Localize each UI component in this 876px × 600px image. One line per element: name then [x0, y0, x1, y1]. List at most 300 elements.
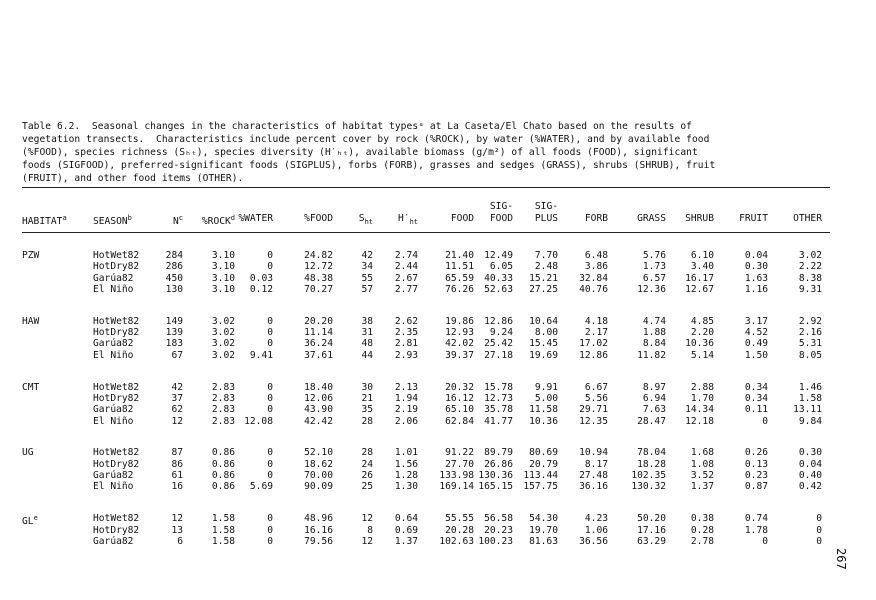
cell-other: 0	[816, 524, 822, 536]
cell-food: 76.26	[445, 283, 474, 295]
cell-sigplus: 8.00	[534, 327, 558, 339]
cell-shrub: 1.68	[690, 447, 714, 459]
cell-sigplus: 15.21	[529, 272, 558, 284]
cell-water: 0.03	[249, 272, 273, 284]
habitat-label: $GL^e$	[22, 514, 38, 528]
cell-season: HotDry82	[93, 524, 140, 536]
cell-sht: 28	[361, 447, 373, 459]
cell-shrub: 1.08	[690, 458, 714, 470]
cell-hht: 2.44	[394, 261, 418, 273]
cell-sigplus: 80.69	[529, 447, 558, 459]
cell-season: HotWet82	[93, 315, 140, 327]
cell-grass: 8.97	[642, 381, 666, 393]
cell-food_pct: 48.38	[304, 272, 333, 284]
cell-food_pct: 20.20	[304, 315, 333, 327]
cell-season: HotDry82	[93, 392, 140, 404]
cell-forb: 3.86	[584, 261, 608, 273]
cell-shrub: 2.78	[690, 535, 714, 547]
cell-n: 130	[165, 283, 183, 295]
cell-season: Garúa82	[93, 404, 134, 416]
cell-sigfood: 27.18	[484, 349, 513, 361]
cell-shrub: 5.14	[690, 349, 714, 361]
cell-hht: 1.01	[394, 447, 418, 459]
cell-shrub: 12.18	[685, 415, 714, 427]
cell-sht: 28	[361, 415, 373, 427]
cell-food: 27.70	[445, 458, 474, 470]
cell-fruit: 0.34	[744, 392, 768, 404]
cell-sht: 12	[361, 535, 373, 547]
cell-food: 12.93	[445, 327, 474, 339]
cell-grass: 17.16	[637, 524, 666, 536]
cell-shrub: 10.36	[685, 338, 714, 350]
cell-fruit: 3.17	[744, 315, 768, 327]
cell-n: 62	[171, 404, 183, 416]
cell-forb: 12.86	[579, 349, 608, 361]
cell-food: 91.22	[445, 447, 474, 459]
cell-food: 16.12	[445, 392, 474, 404]
cell-sht: 34	[361, 261, 373, 273]
cell-other: 2.92	[798, 315, 822, 327]
header-rock: %ROCK$^d$	[201, 214, 235, 228]
cell-shrub: 3.40	[690, 261, 714, 273]
cell-food_pct: 90.09	[304, 481, 333, 493]
cell-sht: 48	[361, 338, 373, 350]
cell-food_pct: 79.56	[304, 535, 333, 547]
cell-sht: 57	[361, 283, 373, 295]
cell-other: 5.31	[798, 338, 822, 350]
cell-season: HotWet82	[93, 513, 140, 525]
cell-shrub: 0.28	[690, 524, 714, 536]
cell-sht: 42	[361, 250, 373, 261]
cell-sigfood: 41.77	[484, 415, 513, 427]
cell-forb: 2.17	[584, 327, 608, 339]
cell-sigplus: 19.70	[529, 524, 558, 536]
cell-n: 16	[171, 481, 183, 493]
cell-food_pct: 24.82	[304, 250, 333, 261]
cell-sigfood: 20.23	[484, 524, 513, 536]
header-hht: $H'_{ht}$	[398, 213, 418, 226]
cell-grass: 50.20	[637, 513, 666, 525]
cell-season: Garúa82	[93, 272, 134, 284]
cell-water: 0	[267, 315, 273, 327]
cell-grass: 78.04	[637, 447, 666, 459]
cell-food: 42.02	[445, 338, 474, 350]
cell-food: 19.86	[445, 315, 474, 327]
cell-season: El Niño	[93, 349, 134, 361]
cell-season: HotDry82	[93, 327, 140, 339]
header-other: OTHER	[793, 213, 822, 224]
cell-rock: 1.58	[211, 513, 235, 525]
header-grass: GRASS	[637, 213, 666, 224]
cell-rock: 1.58	[211, 524, 235, 536]
cell-forb: 5.56	[584, 392, 608, 404]
cell-fruit: 1.78	[744, 524, 768, 536]
cell-rock: 3.02	[211, 338, 235, 350]
header-sigfood-line2: FOOD	[489, 213, 513, 224]
header-sigplus-line1: SIG-	[534, 201, 558, 212]
cell-rock: 0.86	[211, 458, 235, 470]
cell-forb: 32.84	[579, 272, 608, 284]
cell-hht: 1.30	[394, 481, 418, 493]
cell-shrub: 16.17	[685, 272, 714, 284]
cell-fruit: 0.87	[744, 481, 768, 493]
cell-n: 37	[171, 392, 183, 404]
cell-sigfood: 6.05	[489, 261, 513, 273]
cell-n: 149	[165, 315, 183, 327]
cell-sigfood: 165.15	[478, 481, 513, 493]
cell-season: Garúa82	[93, 470, 134, 481]
cell-n: 87	[171, 447, 183, 459]
cell-food: 62.84	[445, 415, 474, 427]
cell-forb: 29.71	[579, 404, 608, 416]
cell-other: 9.31	[798, 283, 822, 295]
cell-sht: 12	[361, 513, 373, 525]
cell-sigfood: 12.86	[484, 315, 513, 327]
cell-season: Garúa82	[93, 338, 134, 350]
cell-sigfood: 130.36	[478, 470, 513, 481]
cell-water: 0	[267, 470, 273, 481]
cell-hht: 2.81	[394, 338, 418, 350]
cell-sht: 35	[361, 404, 373, 416]
header-water: %WATER	[238, 213, 273, 224]
cell-fruit: 0.49	[744, 338, 768, 350]
cell-sigfood: 12.73	[484, 392, 513, 404]
cell-n: 12	[171, 415, 183, 427]
cell-water: 12.08	[244, 415, 273, 427]
cell-hht: 1.94	[394, 392, 418, 404]
cell-hht: 2.35	[394, 327, 418, 339]
cell-hht: 2.62	[394, 315, 418, 327]
cell-season: HotDry82	[93, 458, 140, 470]
header-rule	[22, 232, 830, 233]
cell-shrub: 0.38	[690, 513, 714, 525]
cell-hht: 2.67	[394, 272, 418, 284]
cell-food_pct: 18.40	[304, 381, 333, 393]
cell-grass: 12.36	[637, 283, 666, 295]
cell-shrub: 1.37	[690, 481, 714, 493]
cell-rock: 3.10	[211, 272, 235, 284]
cell-sigfood: 25.42	[484, 338, 513, 350]
cell-water: 0	[267, 261, 273, 273]
cell-hht: 1.56	[394, 458, 418, 470]
cell-hht: 2.19	[394, 404, 418, 416]
cell-rock: 0.86	[211, 470, 235, 481]
header-forb: FORB	[584, 213, 608, 224]
cell-grass: 130.32	[631, 481, 666, 493]
cell-other: 0	[816, 513, 822, 525]
cell-water: 0	[267, 447, 273, 459]
cell-food: 39.37	[445, 349, 474, 361]
cell-rock: 1.58	[211, 535, 235, 547]
cell-water: 0	[267, 458, 273, 470]
cell-sigplus: 113.44	[523, 470, 558, 481]
cell-shrub: 3.52	[690, 470, 714, 481]
cell-forb: 10.94	[579, 447, 608, 459]
header-n: $N^c$	[173, 214, 183, 228]
cell-season: El Niño	[93, 415, 134, 427]
cell-season: Garúa82	[93, 535, 134, 547]
cell-season: El Niño	[93, 481, 134, 493]
cell-fruit: 1.16	[744, 283, 768, 295]
cell-n: 86	[171, 458, 183, 470]
cell-water: 0	[267, 392, 273, 404]
cell-water: 5.69	[249, 481, 273, 493]
cell-sigfood: 9.24	[489, 327, 513, 339]
cell-water: 0.12	[249, 283, 273, 295]
habitat-label: PZW	[22, 250, 40, 261]
cell-fruit: 1.50	[744, 349, 768, 361]
cell-hht: 0.64	[394, 513, 418, 525]
cell-food: 65.10	[445, 404, 474, 416]
cell-water: 0	[267, 404, 273, 416]
cell-sht: 30	[361, 381, 373, 393]
header-habitat: HABITAT$^a$	[22, 214, 67, 228]
cell-fruit: 0	[762, 535, 768, 547]
cell-hht: 0.69	[394, 524, 418, 536]
cell-season: HotWet82	[93, 250, 140, 261]
cell-n: 450	[165, 272, 183, 284]
cell-food_pct: 52.10	[304, 447, 333, 459]
cell-forb: 12.35	[579, 415, 608, 427]
cell-other: 9.84	[798, 415, 822, 427]
cell-food: 55.55	[445, 513, 474, 525]
cell-sigfood: 40.33	[484, 272, 513, 284]
cell-fruit: 0.34	[744, 381, 768, 393]
cell-grass: 102.35	[631, 470, 666, 481]
cell-rock: 3.02	[211, 315, 235, 327]
cell-grass: 7.63	[642, 404, 666, 416]
cell-other: 2.22	[798, 261, 822, 273]
cell-n: 286	[165, 261, 183, 273]
cell-other: 0.30	[798, 447, 822, 459]
cell-rock: 2.83	[211, 404, 235, 416]
cell-food: 20.32	[445, 381, 474, 393]
cell-hht: 2.13	[394, 381, 418, 393]
cell-forb: 36.56	[579, 535, 608, 547]
cell-forb: 17.02	[579, 338, 608, 350]
cell-water: 0	[267, 338, 273, 350]
cell-forb: 4.23	[584, 513, 608, 525]
cell-forb: 27.48	[579, 470, 608, 481]
cell-forb: 36.16	[579, 481, 608, 493]
cell-shrub: 4.85	[690, 315, 714, 327]
cell-sigfood: 26.86	[484, 458, 513, 470]
cell-sigplus: 20.79	[529, 458, 558, 470]
cell-sht: 55	[361, 272, 373, 284]
cell-grass: 63.29	[637, 535, 666, 547]
cell-sigplus: 5.00	[534, 392, 558, 404]
table-caption: Table 6.2. Seasonal changes in the characteristics of habitat typesᵃ at La Caseta/El Chato based on the results of vegetation transects. Characteristics include percent cover by rock (%ROCK), by water (%WATER), and by available food (%FOOD), species richness (Sₕₜ), species diversity (H′ₕₜ), available biomass (g/m²) of all foods (FOOD), significant foods (SIGFOOD), preferred-significant foods (SIGPLUS), forbs (FORB), grasses and sedges (GRASS), shrubs (SHRUB), fruit (FRUIT), and other food items (OTHER).	[22, 121, 716, 184]
cell-food_pct: 42.42	[304, 415, 333, 427]
cell-other: 0.04	[798, 458, 822, 470]
cell-grass: 11.82	[637, 349, 666, 361]
cell-sigplus: 15.45	[529, 338, 558, 350]
cell-sigplus: 54.30	[529, 513, 558, 525]
cell-other: 8.38	[798, 272, 822, 284]
cell-rock: 3.10	[211, 261, 235, 273]
cell-rock: 0.86	[211, 447, 235, 459]
cell-fruit: 1.63	[744, 272, 768, 284]
cell-grass: 1.88	[642, 327, 666, 339]
cell-n: 67	[171, 349, 183, 361]
header-sigfood-line1: SIG-	[489, 201, 513, 212]
cell-water: 0	[267, 524, 273, 536]
cell-food: 169.14	[439, 481, 474, 493]
cell-sigfood: 35.78	[484, 404, 513, 416]
cell-sht: 26	[361, 470, 373, 481]
cell-grass: 6.94	[642, 392, 666, 404]
cell-other: 8.05	[798, 349, 822, 361]
cell-grass: 4.74	[642, 315, 666, 327]
cell-shrub: 12.67	[685, 283, 714, 295]
cell-rock: 3.02	[211, 349, 235, 361]
cell-other: 0.42	[798, 481, 822, 493]
cell-grass: 28.47	[637, 415, 666, 427]
cell-forb: 8.17	[584, 458, 608, 470]
cell-other: 0	[816, 535, 822, 547]
cell-rock: 2.83	[211, 415, 235, 427]
cell-water: 9.41	[249, 349, 273, 361]
cell-sigplus: 10.64	[529, 315, 558, 327]
cell-forb: 40.76	[579, 283, 608, 295]
cell-food: 65.59	[445, 272, 474, 284]
cell-food_pct: 70.00	[304, 470, 333, 481]
header-sht: $S_{ht}$	[358, 213, 373, 226]
cell-hht: 1.28	[394, 470, 418, 481]
cell-food: 20.28	[445, 524, 474, 536]
cell-sigplus: 81.63	[529, 535, 558, 547]
cell-water: 0	[267, 327, 273, 339]
cell-season: HotWet82	[93, 381, 140, 393]
cell-food: 21.40	[445, 250, 474, 261]
cell-food_pct: 12.06	[304, 392, 333, 404]
cell-sigplus: 11.58	[529, 404, 558, 416]
cell-other: 1.58	[798, 392, 822, 404]
cell-rock: 2.83	[211, 381, 235, 393]
cell-food_pct: 18.62	[304, 458, 333, 470]
cell-food_pct: 16.16	[304, 524, 333, 536]
cell-grass: 6.57	[642, 272, 666, 284]
cell-shrub: 2.20	[690, 327, 714, 339]
cell-shrub: 14.34	[685, 404, 714, 416]
cell-season: HotWet82	[93, 447, 140, 459]
cell-fruit: 0.26	[744, 447, 768, 459]
cell-shrub: 1.70	[690, 392, 714, 404]
cell-other: 3.02	[798, 250, 822, 261]
cell-sht: 31	[361, 327, 373, 339]
cell-water: 0	[267, 513, 273, 525]
cell-sigfood: 89.79	[484, 447, 513, 459]
habitat-label: HAW	[22, 315, 40, 327]
cell-food_pct: 43.90	[304, 404, 333, 416]
cell-n: 284	[165, 250, 183, 261]
cell-sigfood: 15.78	[484, 381, 513, 393]
cell-sigfood: 52.63	[484, 283, 513, 295]
cell-n: 183	[165, 338, 183, 350]
cell-hht: 2.77	[394, 283, 418, 295]
cell-sigplus: 19.69	[529, 349, 558, 361]
page-number: 267	[834, 548, 848, 570]
cell-sigfood: 12.49	[484, 250, 513, 261]
header-food_pct: %FOOD	[304, 213, 333, 224]
cell-season: HotDry82	[93, 261, 140, 273]
cell-hht: 2.06	[394, 415, 418, 427]
cell-sigplus: 9.91	[534, 381, 558, 393]
cell-hht: 1.37	[394, 535, 418, 547]
cell-grass: 8.84	[642, 338, 666, 350]
cell-other: 0.40	[798, 470, 822, 481]
cell-sht: 44	[361, 349, 373, 361]
cell-fruit: 4.52	[744, 327, 768, 339]
header-food: FOOD	[450, 213, 474, 224]
cell-grass: 1.73	[642, 261, 666, 273]
cell-water: 0	[267, 535, 273, 547]
cell-other: 2.16	[798, 327, 822, 339]
cell-sigfood: 100.23	[478, 535, 513, 547]
cell-food_pct: 70.27	[304, 283, 333, 295]
cell-forb: 1.06	[584, 524, 608, 536]
cell-n: 13	[171, 524, 183, 536]
cell-fruit: 0.04	[744, 250, 768, 261]
cell-rock: 3.10	[211, 283, 235, 295]
cell-grass: 5.76	[642, 250, 666, 261]
cell-sigplus: 157.75	[523, 481, 558, 493]
cell-water: 0	[267, 250, 273, 261]
cell-food_pct: 48.96	[304, 513, 333, 525]
cell-sigplus: 7.70	[534, 250, 558, 261]
cell-forb: 6.48	[584, 250, 608, 261]
cell-rock: 3.10	[211, 250, 235, 261]
cell-shrub: 2.88	[690, 381, 714, 393]
cell-food_pct: 36.24	[304, 338, 333, 350]
cell-fruit: 0.74	[744, 513, 768, 525]
cell-rock: 0.86	[211, 481, 235, 493]
cell-food: 102.63	[439, 535, 474, 547]
cell-sht: 24	[361, 458, 373, 470]
cell-other: 1.46	[798, 381, 822, 393]
cell-sht: 38	[361, 315, 373, 327]
cell-hht: 2.74	[394, 250, 418, 261]
cell-fruit: 0.11	[744, 404, 768, 416]
header-fruit: FRUIT	[739, 213, 768, 224]
cell-food_pct: 11.14	[304, 327, 333, 339]
cell-water: 0	[267, 381, 273, 393]
cell-sht: 8	[367, 524, 373, 536]
top-rule	[22, 187, 830, 188]
header-shrub: SHRUB	[685, 213, 714, 224]
cell-fruit: 0	[762, 415, 768, 427]
cell-n: 12	[171, 513, 183, 525]
cell-sigplus: 10.36	[529, 415, 558, 427]
cell-food: 11.51	[445, 261, 474, 273]
cell-n: 6	[177, 535, 183, 547]
cell-hht: 2.93	[394, 349, 418, 361]
header-sigplus-line2: PLUS	[534, 213, 558, 224]
cell-food_pct: 12.72	[304, 261, 333, 273]
cell-sigplus: 2.48	[534, 261, 558, 273]
cell-food: 133.98	[439, 470, 474, 481]
cell-season: El Niño	[93, 283, 134, 295]
cell-sigfood: 56.58	[484, 513, 513, 525]
cell-n: 61	[171, 470, 183, 481]
header-season: SEASON$^b$	[93, 214, 132, 228]
habitat-label: UG	[22, 447, 34, 459]
cell-rock: 2.83	[211, 392, 235, 404]
cell-food_pct: 37.61	[304, 349, 333, 361]
cell-grass: 18.28	[637, 458, 666, 470]
cell-sigplus: 27.25	[529, 283, 558, 295]
cell-shrub: 6.10	[690, 250, 714, 261]
